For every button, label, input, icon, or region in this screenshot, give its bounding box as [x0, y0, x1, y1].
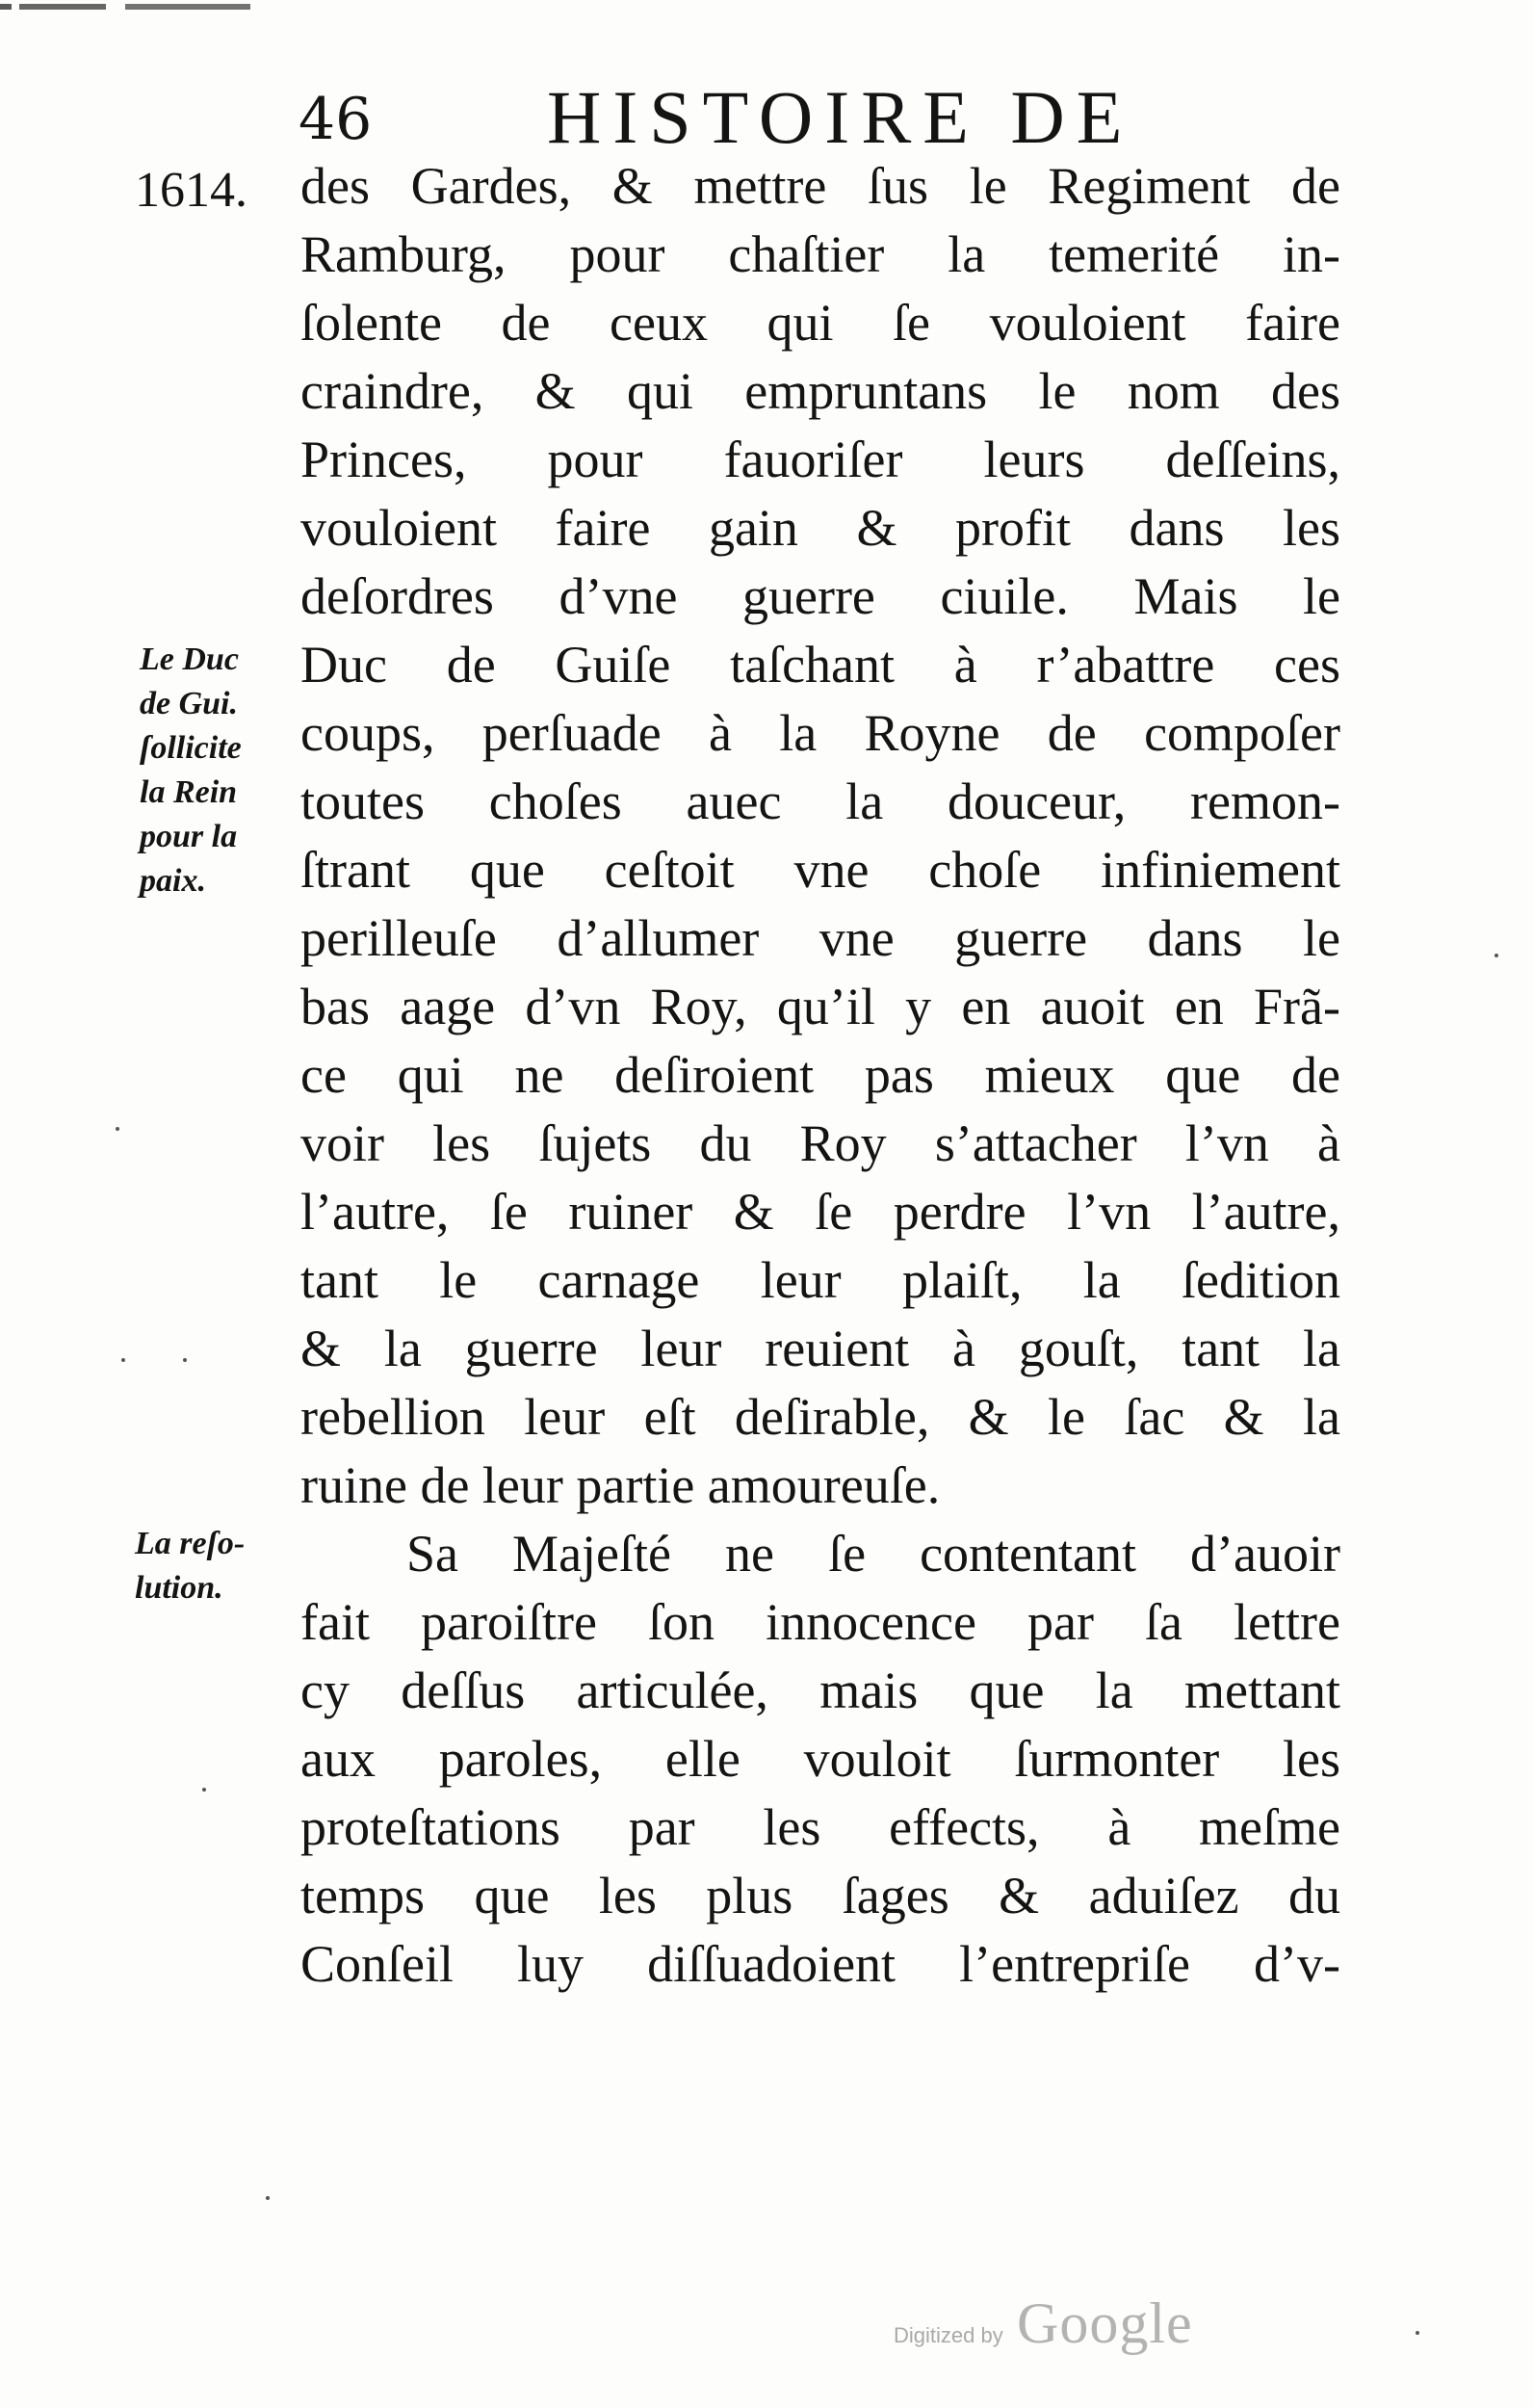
marginal-line: Le Duc	[140, 641, 239, 677]
text-line: & la guerre leur reuient à gouſt, tant la	[300, 1320, 1340, 1377]
marginal-line: ſollicite	[140, 730, 242, 766]
marginal-note-duc-de-guise	[140, 638, 242, 903]
top-edge-rule	[0, 4, 250, 10]
digitization-watermark	[894, 2290, 1211, 2358]
marginal-note-resolution	[135, 1522, 245, 1610]
text-line: ce qui ne deſiroient pas mieux que de	[300, 1046, 1340, 1104]
paragraph-first-line: Sa Majeſté ne ſe contentant d’auoir	[406, 1525, 1340, 1583]
text-line: Ramburg, pour chaſtier la temerité in-	[300, 225, 1340, 283]
body-text	[300, 152, 1340, 1999]
marginal-line: la Rein	[140, 774, 238, 810]
text-line: Princes, pour fauoriſer leurs deſſeins,	[300, 431, 1340, 488]
text-line: proteſtations par les effects, à meſme	[300, 1798, 1340, 1856]
text-line: coups, perſuade à la Royne de compoſer	[300, 704, 1340, 762]
marginal-line: lution.	[135, 1570, 223, 1606]
text-line: rebellion leur eſt deſirable, & le ſac & la	[300, 1388, 1340, 1446]
text-line: aux paroles, elle vouloit ſurmonter les	[300, 1730, 1340, 1788]
text-line: voir les ſujets du Roy s’attacher l’vn à	[300, 1114, 1340, 1172]
running-title: HISTOIRE DE	[547, 75, 1134, 159]
year-margin-note: 1614.	[135, 163, 247, 218]
text-line: ſolente de ceux qui ſe vouloient faire	[300, 294, 1340, 352]
text-line: Conſeil luy diſſuadoient l’entrepriſe d’v-	[300, 1935, 1340, 1993]
watermark-prefix: Digitized by	[894, 2323, 1003, 2347]
paragraph-last-line: ruine de leur partie amoureuſe.	[300, 1456, 941, 1514]
text-line: craindre, & qui empruntans le nom des	[300, 362, 1340, 420]
marginal-line: pour la	[140, 819, 238, 854]
text-line: deſordres d’vne guerre ciuile. Mais le	[300, 567, 1340, 625]
text-line: perilleuſe d’allumer vne guerre dans le	[300, 909, 1340, 967]
marginal-line: de Gui.	[140, 686, 238, 721]
page-header	[299, 75, 1165, 162]
page-number: 46	[299, 86, 373, 153]
text-line: toutes choſes auec la douceur, remon-	[300, 772, 1340, 830]
text-line: l’autre, ſe ruiner & ſe perdre l’vn l’autre,	[300, 1183, 1340, 1241]
text-line: des Gardes, & mettre ſus le Regiment de	[300, 157, 1340, 215]
text-line: cy deſſus articulée, mais que la mettant	[300, 1662, 1340, 1719]
text-line: ſtrant que ceſtoit vne choſe infiniement	[300, 841, 1340, 899]
text-line: temps que les plus ſages & aduiſez du	[300, 1867, 1340, 1924]
marginal-line: La reſo-	[135, 1526, 246, 1561]
google-logo: Google	[1017, 2291, 1193, 2355]
text-line: tant le carnage leur plaiſt, la ſedition	[300, 1251, 1340, 1309]
text-line: fait paroiſtre ſon innocence par ſa lettre	[300, 1593, 1340, 1651]
marginal-line: paix.	[140, 863, 206, 899]
text-line: vouloient faire gain & profit dans les	[300, 499, 1340, 557]
text-line: bas aage d’vn Roy, qu’il y en auoit en Frã-	[300, 978, 1340, 1035]
text-line: Duc de Guiſe taſchant à r’abattre ces	[300, 636, 1340, 694]
